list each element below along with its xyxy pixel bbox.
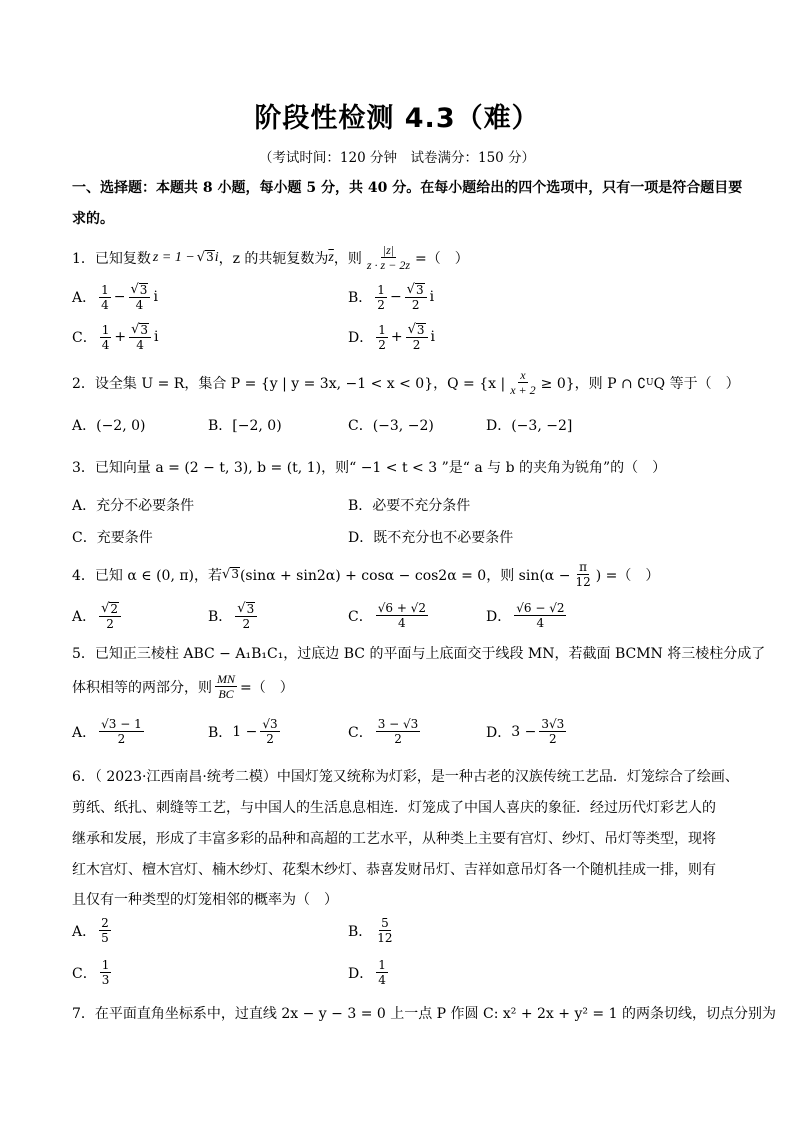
q4-option-c[interactable] [348, 601, 431, 630]
q2-text-a: 2．设全集 U = R，集合 P = {y | y = 3x, −1 < x < 0}，Q = {x | [72, 375, 506, 392]
q4-text-c: ) =（ ） [595, 567, 660, 584]
imag-unit: i [429, 289, 435, 305]
frac-num: x [520, 368, 526, 382]
option-label: D． [348, 330, 374, 346]
q6-option-a[interactable] [72, 916, 114, 945]
radicand: 3 [416, 323, 425, 337]
q4-option-b[interactable] [208, 601, 260, 631]
frac-num: 1 [377, 282, 385, 297]
q1-option-d[interactable] [348, 322, 435, 352]
q5-text-b: =（ ） [240, 679, 294, 696]
option-frac: √ 3 2 [235, 601, 257, 631]
option-frac: √ 3 2 [406, 322, 428, 352]
radicand: 3 [246, 602, 255, 616]
option-frac [100, 323, 112, 352]
frac-den: 2 [411, 298, 420, 312]
option-label: B． [348, 290, 373, 306]
q4-fraction [573, 560, 592, 589]
question-7: 7．在平面直角坐标系中，过直线 2x − y − 3 = 0 上一点 P 作圆 C: x² + 2x + y² = 1 的两条切线，切点分别为 [72, 1006, 776, 1022]
frac-den: 12 [377, 931, 393, 945]
q1-tail: =（ ） [414, 250, 469, 267]
question-6-line5: 且仅有一种类型的灯笼相邻的概率为（ ） [72, 892, 338, 908]
question-3: 3．已知向量 a = (2 − t, 3), b = (t, 1)，则“ −1 < t < 3 ”是“ a 与 b 的夹角为锐角”的（ ） [72, 460, 667, 476]
frac-den: 3 [101, 973, 110, 987]
option-label: D． [348, 965, 374, 982]
section-heading-cont: 求的。 [72, 211, 114, 227]
q3-option-b[interactable]: B．必要不充分条件 [348, 498, 471, 514]
q2-option-a[interactable]: A．(−2, 0) [72, 418, 146, 434]
radicand: 3 [140, 323, 149, 337]
frac-den: 2 [106, 617, 114, 631]
q3-option-a[interactable]: A．充分不必要条件 [72, 498, 195, 514]
option-frac: √ 2 2 [99, 601, 121, 631]
sign: + [390, 329, 403, 345]
q4-text-a: 4．已知 α ∈ (0, π)，若 [72, 567, 223, 584]
frac-den: 4 [136, 338, 144, 352]
imag-unit: i [430, 329, 436, 345]
q2-text-c: Q 等于（ ） [653, 375, 740, 392]
q1-sqrt: √ 3 [196, 250, 214, 265]
frac-num: 3 − √3 [377, 717, 419, 731]
option-frac [376, 958, 388, 987]
option-frac [375, 916, 394, 945]
q1-option-b[interactable] [348, 282, 434, 312]
imag-unit: i [153, 289, 158, 305]
q2-text-b: ≥ 0}，则 P ∩ ∁ [540, 375, 647, 392]
sign: − [389, 289, 402, 305]
frac-num: √6 − √2 [516, 601, 565, 615]
frac-den: 2 [266, 732, 274, 746]
q1-prefix: 1．已知复数 [72, 250, 151, 267]
option-label: C． [348, 608, 373, 625]
option-frac [539, 717, 566, 746]
q1-z-def: z = 1 − [152, 249, 195, 265]
frac-num: √6 + √2 [377, 601, 426, 615]
option-label: A． [72, 290, 97, 306]
option-frac [376, 323, 388, 352]
frac-den: 2 [378, 337, 386, 352]
q1-option-c[interactable] [72, 322, 159, 352]
q4-option-d[interactable] [486, 601, 569, 630]
option-label: A． [72, 724, 97, 741]
frac-den: 2 [548, 732, 557, 746]
frac-num: 3√3 [541, 717, 565, 731]
q1-option-a[interactable] [72, 282, 158, 312]
option-frac [100, 958, 112, 987]
q5-text-a: 体积相等的两部分，则 [72, 679, 212, 696]
q2-subscript: U [646, 377, 654, 388]
frac-num: MN [217, 672, 235, 686]
q6-option-d[interactable] [348, 958, 391, 987]
option-label: C． [348, 724, 373, 741]
frac-num: 1 [101, 958, 110, 972]
option-frac: √ 3 2 [405, 282, 427, 312]
option-label: D． [486, 724, 512, 741]
q2-fraction [508, 368, 537, 397]
q3-option-d[interactable]: D．既不充分也不必要条件 [348, 530, 514, 546]
frac-den: BC [218, 687, 234, 701]
sign: + [114, 329, 127, 345]
question-6-line2: 剪纸、纸扎、刺缝等工艺，与中国人的生活息息相连．灯笼成了中国人喜庆的象征．经过历代灯彩艺人的 [72, 800, 716, 816]
question-1 [72, 243, 469, 272]
q4-sqrt: √ 3 [222, 567, 239, 582]
q6-option-c[interactable] [72, 958, 114, 987]
option-frac [375, 283, 387, 312]
option-frac [376, 717, 421, 746]
option-label: A． [72, 923, 97, 940]
page-title: 阶段性检测 4.3（难） [254, 103, 540, 134]
question-6-line4: 红木宫灯、檀木宫灯、楠木纱灯、花梨木纱灯、恭喜发财吊灯、吉祥如意吊灯各一个随机挂成一排，则有 [72, 862, 716, 878]
option-frac [514, 601, 566, 630]
frac-num: 1 [378, 958, 386, 972]
q5-option-c[interactable] [348, 717, 423, 746]
q1-frac-den: z · z − 2z [366, 258, 410, 272]
q5-option-b[interactable] [208, 717, 283, 746]
frac-den: 2 [377, 297, 385, 312]
radicand: 3 [415, 283, 424, 297]
frac-den: 12 [575, 575, 591, 589]
option-label: B． [348, 923, 373, 940]
radicand: 2 [110, 602, 119, 616]
section-heading: 一、选择题：本题共 8 小题，每小题 5 分，共 40 分。在每小题给出的四个选项中，只有一项是符合题目要 [72, 180, 743, 196]
frac-num: 1 [378, 322, 386, 337]
q2-option-d[interactable]: D．(−3, −2] [486, 418, 573, 434]
frac-den: 4 [101, 337, 110, 352]
option-label: A． [72, 609, 97, 625]
q4-option-a[interactable] [72, 601, 124, 631]
frac-num: 5 [381, 916, 389, 930]
question-5: 5．已知正三棱柱 ABC − A₁B₁C₁，过底边 BC 的平面与上底面交于线段 MN，若截面 BCMN 将三棱柱分成了 [72, 646, 766, 662]
option-label: B． [208, 724, 233, 741]
question-4 [72, 560, 659, 589]
q2-option-b[interactable]: B．[−2, 0) [208, 418, 282, 434]
option-frac [260, 717, 279, 746]
question-6-line3: 继承和发展，形成了丰富多彩的品种和高超的工艺水平，从种类上主要有宫灯、纱灯、吊灯等类型，现将 [72, 831, 716, 847]
sign: − [113, 289, 126, 305]
frac-den: 4 [378, 973, 386, 987]
option-label: C． [72, 965, 97, 982]
question-6: 6．（ 2023·江西南昌·统考二模）中国灯笼又统称为灯彩，是一种古老的汉族传统工艺品．灯笼综合了绘画、 [72, 769, 739, 785]
q5-option-a[interactable] [72, 717, 147, 746]
radicand: 3 [231, 567, 239, 581]
question-2 [72, 368, 740, 397]
frac-num: 2 [101, 916, 109, 930]
option-frac: √ 3 4 [129, 322, 151, 352]
frac-num: π [579, 560, 588, 574]
q1-conjugate: $\overline{z}$ [328, 249, 334, 265]
frac-den: x + 2 [510, 383, 536, 397]
option-label: B． [208, 609, 233, 625]
q6-option-b[interactable] [348, 916, 398, 945]
question-5-cont [72, 672, 294, 701]
q5-fraction [215, 672, 237, 701]
q4-text-b: (sinα + sin2α) + cosα − cos2α = 0，则 sin(α − [239, 567, 571, 584]
q1-imag-unit: i [214, 249, 219, 265]
frac-den: 2 [242, 617, 251, 631]
frac-den: 5 [101, 931, 109, 945]
option-prefix: 3 − [511, 723, 537, 740]
exam-info: （考试时间：120 分钟 试卷满分：150 分） [258, 150, 536, 166]
q1-sqrt-radicand: 3 [206, 250, 214, 264]
q1-then: ，则 [333, 250, 362, 267]
option-frac [99, 717, 144, 746]
frac-num: √3 [262, 717, 278, 731]
frac-den: 4 [135, 298, 144, 312]
q5-option-d[interactable] [486, 717, 569, 746]
q1-fraction [365, 243, 412, 272]
frac-den: 4 [398, 616, 406, 630]
q3-option-c[interactable]: C．充要条件 [72, 530, 153, 546]
frac-den: 2 [412, 338, 421, 352]
frac-num: √3 − 1 [101, 717, 142, 731]
frac-den: 4 [536, 616, 545, 630]
frac-num: 1 [101, 322, 110, 337]
option-frac: √ 3 4 [129, 282, 151, 312]
option-frac [376, 601, 428, 630]
radicand: 3 [139, 283, 148, 297]
frac-den: 2 [394, 732, 402, 746]
q2-option-c[interactable]: C．(−3, −2) [348, 418, 434, 434]
option-prefix: 1 − [232, 723, 258, 740]
q1-frac-num: |z| [382, 243, 395, 257]
option-label: D． [486, 608, 512, 625]
imag-unit: i [154, 329, 159, 345]
q1-mid: ，z 的共轭复数为 [218, 250, 329, 267]
option-frac [99, 916, 111, 945]
option-label: C． [72, 330, 97, 346]
frac-den: 4 [101, 297, 109, 312]
frac-den: 2 [117, 732, 126, 746]
option-frac [99, 283, 111, 312]
frac-num: 1 [101, 282, 109, 297]
